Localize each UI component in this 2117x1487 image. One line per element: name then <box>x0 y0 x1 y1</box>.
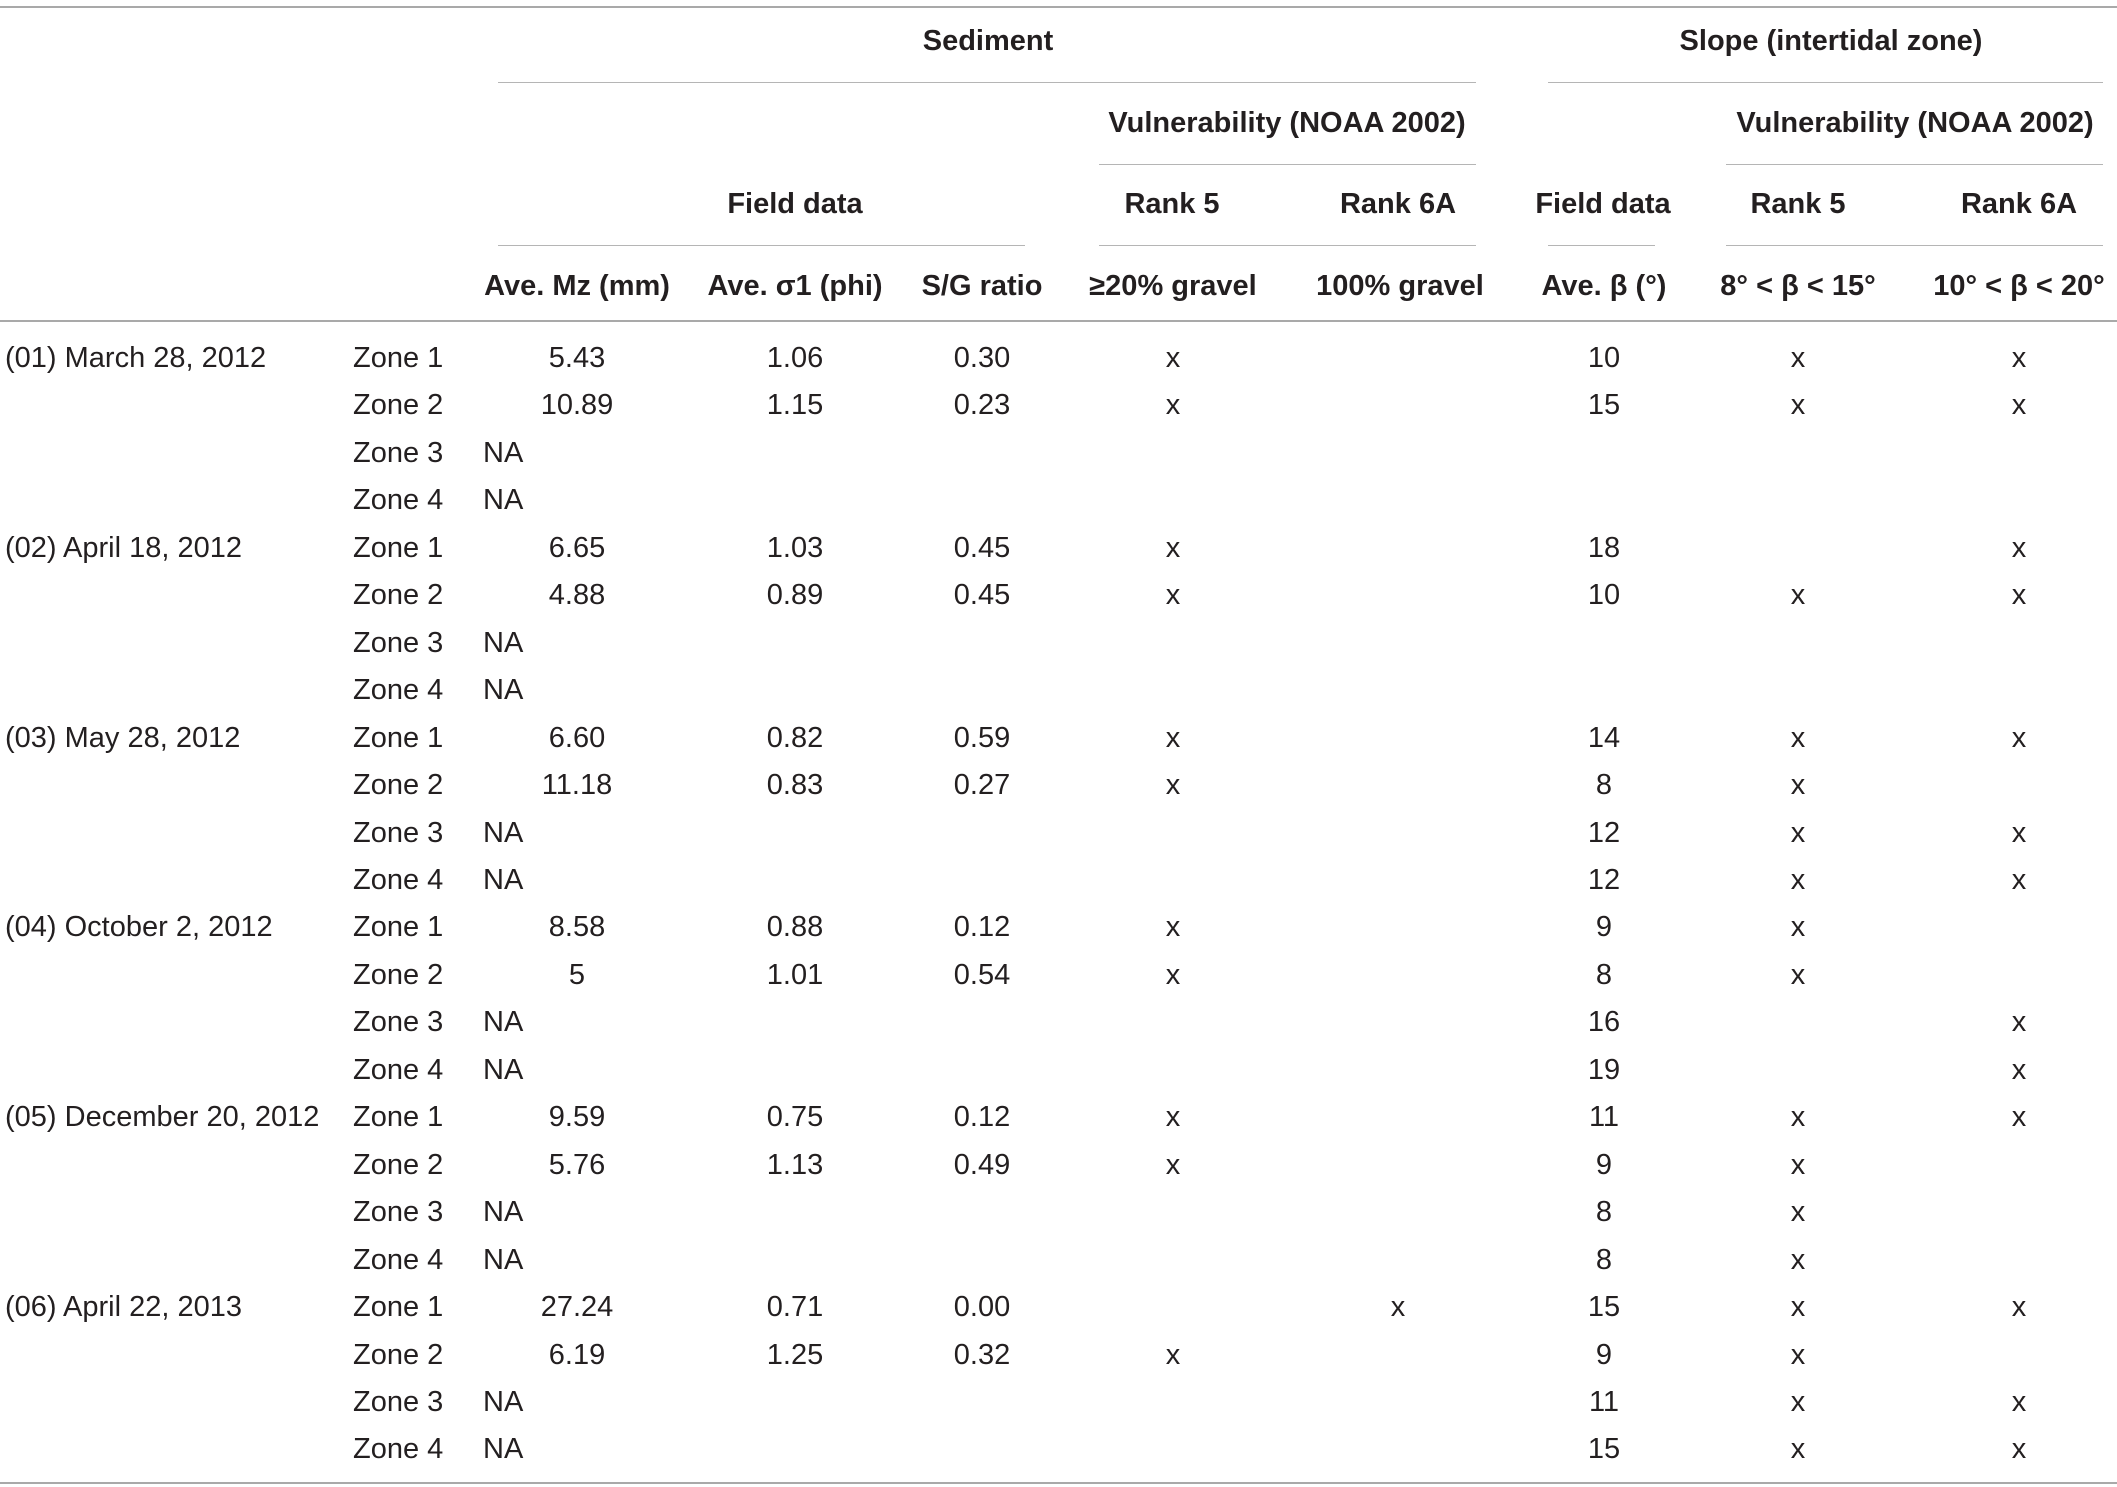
beta-cell: 11 <box>1588 1385 1620 1418</box>
zone-cell: Zone 2 <box>353 389 444 422</box>
col-header-beta: Ave. β (°) <box>1541 270 1667 302</box>
zone-cell: Zone 2 <box>353 958 444 991</box>
rank6a-slope-mark: x <box>2011 1006 2027 1039</box>
rank5-sediment-mark: x <box>1165 531 1181 564</box>
zone-cell: Zone 1 <box>353 721 444 754</box>
mz-cell: 9.59 <box>548 1101 606 1134</box>
bottom-rule <box>0 1482 2117 1484</box>
date-cell: (03) May 28, 2012 <box>5 721 241 754</box>
rank5-sediment-mark: x <box>1165 579 1181 612</box>
rank5-slope-mark: x <box>1790 1291 1806 1323</box>
sigma-cell: 0.75 <box>766 1101 824 1134</box>
zone-cell: Zone 3 <box>353 816 444 849</box>
header-vuln-slope: Vulnerability (NOAA 2002) <box>1736 107 2094 139</box>
sigma-cell: 1.15 <box>766 389 824 422</box>
rank6a-slope-mark: x <box>2011 1101 2027 1134</box>
zone-cell: Zone 1 <box>353 1291 444 1323</box>
header-rank5-slope: Rank 5 <box>1750 188 1846 220</box>
beta-cell: 8 <box>1595 1196 1613 1229</box>
zone-cell: Zone 1 <box>353 531 444 564</box>
rank5-slope-mark: x <box>1790 816 1806 849</box>
beta-cell: 8 <box>1595 958 1613 991</box>
na-cell: NA <box>483 1196 524 1229</box>
sg-ratio-cell: 0.45 <box>953 531 1011 564</box>
sg-ratio-cell: 0.27 <box>953 769 1011 801</box>
rank5-slope-mark: x <box>1790 1196 1806 1229</box>
zone-cell: Zone 3 <box>353 1006 444 1039</box>
sigma-cell: 1.03 <box>766 531 824 564</box>
sg-ratio-cell: 0.12 <box>953 911 1011 944</box>
rank5-slope-mark: x <box>1790 911 1806 944</box>
rank5-slope-mark: x <box>1790 1338 1806 1371</box>
rank5-slope-mark: x <box>1790 864 1806 896</box>
sigma-cell: 1.13 <box>766 1148 824 1181</box>
date-cell: (04) October 2, 2012 <box>5 911 273 944</box>
beta-cell: 10 <box>1587 579 1621 612</box>
mz-cell: 8.58 <box>548 911 606 944</box>
rank6a-slope-mark: x <box>2011 1433 2027 1466</box>
beta-cell: 14 <box>1587 721 1621 754</box>
rank5-sediment-mark: x <box>1165 389 1181 422</box>
rank5-slope-rule <box>1726 245 2103 246</box>
sg-ratio-cell: 0.45 <box>953 579 1011 612</box>
rank6a-slope-mark: x <box>2011 816 2027 849</box>
rank5-slope-mark: x <box>1790 1243 1806 1276</box>
rank5-slope-mark: x <box>1790 1385 1806 1418</box>
beta-cell: 15 <box>1587 389 1621 422</box>
rank5-slope-mark: x <box>1790 769 1806 801</box>
rank5-sediment-mark: x <box>1165 342 1181 374</box>
mz-cell: 6.65 <box>548 531 606 564</box>
rank5-slope-mark: x <box>1790 721 1806 754</box>
rank6a-slope-mark: x <box>2011 389 2027 422</box>
zone-cell: Zone 1 <box>353 911 444 944</box>
beta-cell: 16 <box>1587 1006 1621 1039</box>
mz-cell: 11.18 <box>541 769 613 801</box>
sigma-cell: 0.88 <box>766 911 824 944</box>
zone-cell: Zone 4 <box>353 1243 444 1276</box>
mz-cell: 10.89 <box>540 389 614 422</box>
header-bottom-rule <box>0 320 2117 322</box>
sg-ratio-cell: 0.23 <box>953 389 1011 422</box>
zone-cell: Zone 3 <box>353 1196 444 1229</box>
sigma-cell: 0.89 <box>766 579 824 612</box>
rank6a-slope-mark: x <box>2011 864 2027 896</box>
header-rank5-sed: Rank 5 <box>1124 188 1220 220</box>
date-cell: (05) December 20, 2012 <box>5 1101 320 1134</box>
zone-cell: Zone 2 <box>353 1338 444 1371</box>
zone-cell: Zone 1 <box>353 1101 444 1134</box>
beta-cell: 8 <box>1595 1243 1613 1276</box>
na-cell: NA <box>483 1243 524 1276</box>
rank5-slope-mark: x <box>1790 579 1806 612</box>
zone-cell: Zone 3 <box>353 1385 444 1418</box>
beta-cell: 9 <box>1595 911 1613 944</box>
zone-cell: Zone 1 <box>353 342 444 374</box>
col-header-r6a-slope: 10° < β < 20° <box>1933 270 2105 302</box>
rank5-sediment-mark: x <box>1165 721 1181 754</box>
rank6a-slope-mark: x <box>2011 342 2027 374</box>
rank5-sediment-mark: x <box>1165 958 1181 991</box>
beta-cell: 18 <box>1587 531 1621 564</box>
na-cell: NA <box>483 864 524 896</box>
rank6a-slope-mark: x <box>2011 721 2027 754</box>
zone-cell: Zone 4 <box>353 674 444 707</box>
header-vuln-sed: Vulnerability (NOAA 2002) <box>1108 107 1466 139</box>
rank5-slope-mark: x <box>1790 958 1806 991</box>
rank6a-sediment-mark: x <box>1390 1291 1406 1323</box>
beta-cell: 10 <box>1587 342 1621 374</box>
rank5-sediment-mark: x <box>1165 1338 1181 1371</box>
beta-cell: 12 <box>1587 864 1621 896</box>
rank5-sed-rule <box>1099 245 1476 246</box>
na-cell: NA <box>483 1006 524 1039</box>
rank6a-slope-mark: x <box>2011 1053 2027 1086</box>
mz-cell: 27.24 <box>540 1291 614 1323</box>
sigma-cell: 0.82 <box>766 721 824 754</box>
rank5-sediment-mark: x <box>1165 911 1181 944</box>
col-header-r5-slope: 8° < β < 15° <box>1720 270 1876 302</box>
beta-cell: 8 <box>1595 769 1613 801</box>
sigma-cell: 0.83 <box>766 769 824 801</box>
zone-cell: Zone 4 <box>353 864 444 896</box>
sg-ratio-cell: 0.32 <box>953 1338 1011 1371</box>
beta-cell: 9 <box>1595 1338 1613 1371</box>
sg-ratio-cell: 0.59 <box>953 721 1011 754</box>
na-cell: NA <box>483 484 524 517</box>
sigma-cell: 1.06 <box>766 342 824 374</box>
na-cell: NA <box>483 1385 524 1418</box>
zone-cell: Zone 3 <box>353 626 444 659</box>
sigma-cell: 1.01 <box>766 958 824 991</box>
sigma-cell: 1.25 <box>766 1338 824 1371</box>
rank6a-slope-mark: x <box>2011 1291 2027 1323</box>
beta-cell: 9 <box>1595 1148 1613 1181</box>
na-cell: NA <box>483 436 524 469</box>
header-field-sed: Field data <box>727 188 863 220</box>
col-header-mz: Ave. Mz (mm) <box>484 270 670 302</box>
beta-cell: 15 <box>1587 1291 1621 1323</box>
zone-cell: Zone 4 <box>353 484 444 517</box>
zone-cell: Zone 2 <box>353 579 444 612</box>
vuln-sed-rule <box>1099 164 1476 165</box>
top-rule <box>0 6 2117 8</box>
col-header-r5-sed: ≥20% gravel <box>1089 270 1257 302</box>
zone-cell: Zone 4 <box>353 1053 444 1086</box>
rank5-sediment-mark: x <box>1165 1148 1181 1181</box>
sediment-rule <box>498 82 1476 83</box>
zone-cell: Zone 3 <box>353 436 444 469</box>
zone-cell: Zone 2 <box>353 769 444 801</box>
zone-cell: Zone 2 <box>353 1148 444 1181</box>
beta-cell: 19 <box>1587 1053 1621 1086</box>
col-header-r6a-sed: 100% gravel <box>1316 270 1484 302</box>
field-slope-rule <box>1548 245 1655 246</box>
beta-cell: 11 <box>1588 1101 1620 1134</box>
rank5-sediment-mark: x <box>1165 1101 1181 1134</box>
beta-cell: 12 <box>1587 816 1621 849</box>
rank6a-slope-mark: x <box>2011 1385 2027 1418</box>
col-header-sigma: Ave. σ1 (phi) <box>707 270 883 302</box>
beta-cell: 15 <box>1587 1433 1621 1466</box>
na-cell: NA <box>483 626 524 659</box>
zone-cell: Zone 4 <box>353 1433 444 1466</box>
sg-ratio-cell: 0.30 <box>953 342 1011 374</box>
sg-ratio-cell: 0.12 <box>953 1101 1011 1134</box>
na-cell: NA <box>483 1433 524 1466</box>
field-sed-rule <box>498 245 1025 246</box>
mz-cell: 5 <box>568 958 586 991</box>
header-rank6a-sed: Rank 6A <box>1339 188 1457 220</box>
mz-cell: 5.43 <box>548 342 606 374</box>
rank6a-slope-mark: x <box>2011 531 2027 564</box>
header-slope: Slope (intertidal zone) <box>1679 25 1983 57</box>
col-header-sg: S/G ratio <box>921 270 1043 302</box>
rank5-slope-mark: x <box>1790 389 1806 422</box>
rank5-slope-mark: x <box>1790 1433 1806 1466</box>
na-cell: NA <box>483 674 524 707</box>
sg-ratio-cell: 0.00 <box>953 1291 1011 1323</box>
slope-rule <box>1548 82 2103 83</box>
rank6a-slope-mark: x <box>2011 579 2027 612</box>
mz-cell: 6.19 <box>548 1338 606 1371</box>
mz-cell: 4.88 <box>548 579 606 612</box>
date-cell: (06) April 22, 2013 <box>5 1291 242 1323</box>
header-sediment: Sediment <box>922 25 1054 57</box>
sg-ratio-cell: 0.49 <box>953 1148 1011 1181</box>
na-cell: NA <box>483 1053 524 1086</box>
header-rank6a-slope: Rank 6A <box>1960 188 2078 220</box>
na-cell: NA <box>483 816 524 849</box>
rank5-slope-mark: x <box>1790 342 1806 374</box>
sg-ratio-cell: 0.54 <box>953 958 1011 991</box>
rank5-slope-mark: x <box>1790 1101 1806 1134</box>
mz-cell: 6.60 <box>548 721 606 754</box>
header-field-slope: Field data <box>1535 188 1671 220</box>
sigma-cell: 0.71 <box>766 1291 824 1323</box>
rank5-sediment-mark: x <box>1165 769 1181 801</box>
date-cell: (01) March 28, 2012 <box>5 342 267 374</box>
mz-cell: 5.76 <box>548 1148 606 1181</box>
vuln-slope-rule <box>1726 164 2103 165</box>
rank5-slope-mark: x <box>1790 1148 1806 1181</box>
date-cell: (02) April 18, 2012 <box>5 531 242 564</box>
